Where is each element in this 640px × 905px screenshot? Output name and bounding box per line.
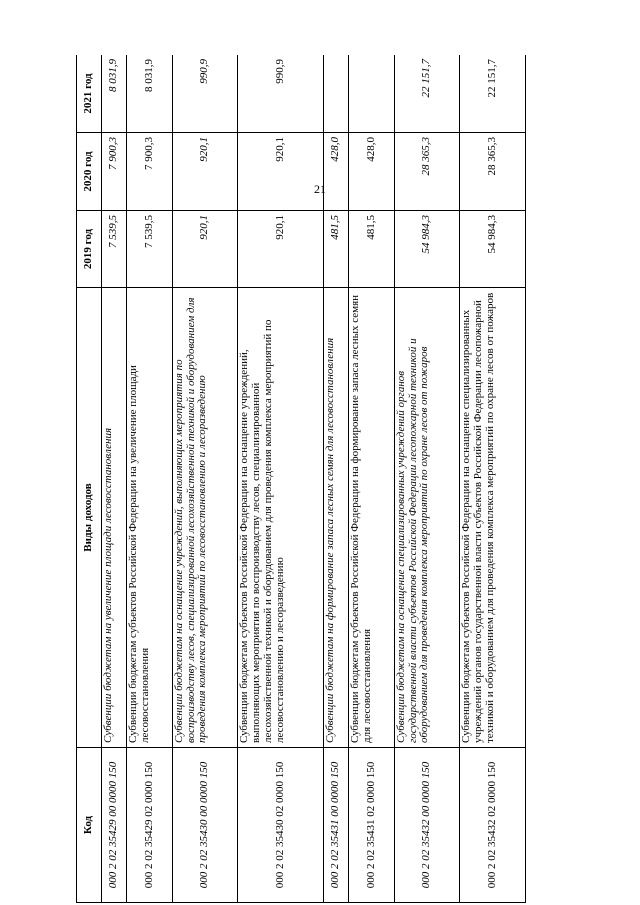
header-revenue-type: Виды доходов	[77, 288, 102, 748]
row-2021: 990,9	[172, 55, 238, 133]
row-2021: 22 151,7	[394, 55, 460, 133]
row-code: 000 2 02 35431 00 0000 150	[324, 748, 349, 903]
table-row	[127, 55, 172, 903]
row-code: 000 2 02 35429 02 0000 150	[127, 748, 172, 903]
row-code: 000 2 02 35430 00 0000 150	[172, 748, 238, 903]
revenue-table	[76, 55, 526, 903]
table-row	[394, 55, 460, 903]
row-2021: 990,9	[238, 55, 324, 133]
table-row	[102, 55, 127, 903]
header-code: Код	[77, 748, 102, 903]
row-2019: 920,1	[238, 211, 324, 288]
header-2019: 2019 год	[77, 211, 102, 288]
row-2020: 920,1	[238, 133, 324, 211]
row-2020: 7 900,3	[127, 133, 172, 211]
header-2020: 2020 год	[77, 133, 102, 211]
row-2020: 7 900,3	[102, 133, 127, 211]
row-revenue-type: Субвенции бюджетам на формирование запаса лесных семян для лесовосстановления	[324, 288, 349, 748]
row-code: 000 2 02 35431 02 0000 150	[349, 748, 394, 903]
table-row	[238, 55, 324, 903]
row-2021	[324, 55, 349, 133]
row-revenue-type: Субвенции бюджетам субъектов Российской Федерации на оснащение учреждений, выполняющих мероприятия по воспроизводству лесов, специализированной лесохозяйственной техникой и оборудованием для проведения комплекса мероприятий по лесовосстановлению и лесоразведению	[238, 288, 324, 748]
table-row	[349, 55, 394, 903]
row-revenue-type: Субвенции бюджетам субъектов Российской Федерации на увеличение площади лесовосстановления	[127, 288, 172, 748]
row-code: 000 2 02 35432 00 0000 150	[394, 748, 460, 903]
table-row	[324, 55, 349, 903]
row-code: 000 2 02 35432 02 0000 150	[460, 748, 526, 903]
row-code: 000 2 02 35430 02 0000 150	[238, 748, 324, 903]
page-number: 21	[314, 182, 326, 196]
row-2021: 22 151,7	[460, 55, 526, 133]
table-header-row	[77, 55, 102, 903]
row-revenue-type: Субвенции бюджетам субъектов Российской Федерации на оснащение специализированных учреждений органов государственной власти субъектов Российской Федерации лесопожарной техникой и оборудованием для проведения комплекса мероприятий по охране лесов от пожаров	[460, 288, 526, 748]
row-2019: 481,5	[349, 211, 394, 288]
table-row	[172, 55, 238, 903]
row-2019: 7 539,5	[102, 211, 127, 288]
row-2020: 920,1	[172, 133, 238, 211]
row-2021: 8 031,9	[127, 55, 172, 133]
table-row	[460, 55, 526, 903]
row-revenue-type: Субвенции бюджетам субъектов Российской Федерации на формирование запаса лесных семян для лесовосстановления	[349, 288, 394, 748]
row-revenue-type: Субвенции бюджетам на оснащение учреждений, выполняющих мероприятия по воспроизводству лесов, специализированной лесохозяйственной техникой и оборудованием для проведения комплекса мероприятий по лесовосстановлению и лесоразведению	[172, 288, 238, 748]
row-2020: 28 365,3	[460, 133, 526, 211]
row-2020: 428,0	[324, 133, 349, 211]
row-2020: 428,0	[349, 133, 394, 211]
row-2020: 28 365,3	[394, 133, 460, 211]
row-2019: 920,1	[172, 211, 238, 288]
row-2019: 7 539,5	[127, 211, 172, 288]
row-2019: 54 984,3	[394, 211, 460, 288]
row-revenue-type: Субвенции бюджетам на оснащение специализированных учреждений органов государственной власти субъектов Российской Федерации лесопожарной техникой и оборудованием для проведения комплекса мероприятий по охране лесов от пожаров	[394, 288, 460, 748]
row-2021: 8 031,9	[102, 55, 127, 133]
row-2019: 481,5	[324, 211, 349, 288]
row-2019: 54 984,3	[460, 211, 526, 288]
row-code: 000 2 02 35429 00 0000 150	[102, 748, 127, 903]
row-revenue-type: Субвенции бюджетам на увеличение площади лесовосстановления	[102, 288, 127, 748]
revenue-table-container	[76, 55, 526, 903]
row-2021	[349, 55, 394, 133]
header-2021: 2021 год	[77, 55, 102, 133]
rotated-table-area	[76, 55, 526, 903]
